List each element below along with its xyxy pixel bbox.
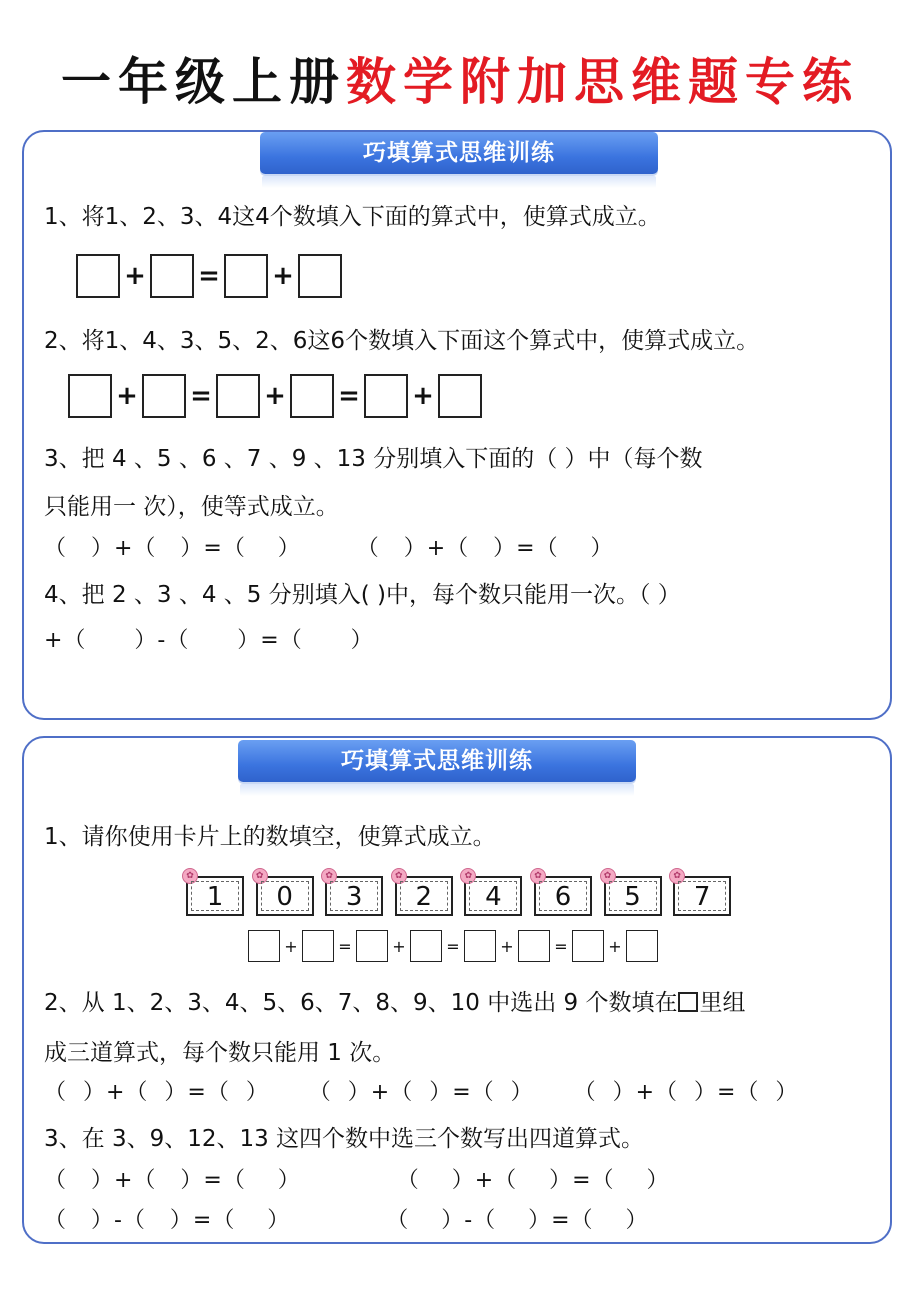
answer-box[interactable] [410,930,442,962]
operator-symbol: = [190,381,212,411]
answer-box[interactable] [302,930,334,962]
card-number: 2 [400,881,448,911]
answer-box[interactable] [572,930,604,962]
operator-symbol: = [446,936,460,956]
number-card[interactable] [603,871,662,916]
answer-box[interactable] [626,930,658,962]
question-4-line-2[interactable]: +（ ）-（ ）=（ ） [44,628,374,653]
operator-symbol: + [412,381,434,411]
number-card[interactable] [395,871,453,916]
operator-symbol: + [124,261,146,291]
question-2-line-1b: 里组 [699,990,746,1016]
card-number: 4 [469,881,517,911]
operator-symbol: + [392,936,406,956]
question-3-row-1[interactable]: （ ）+（ ）=（ ） （ ）+（ ）=（ ） [44,1168,670,1193]
question-2-equation [68,374,482,418]
card-number: 7 [678,881,726,911]
number-card[interactable] [255,871,314,916]
answer-box[interactable] [298,254,342,298]
operator-symbol: = [554,936,568,956]
question-4-line-1: 4、把 2 、3 、4 、5 分别填入( )中，每个数只能用一次。（ ） [44,582,681,608]
banner-reflection [262,176,656,188]
pin-icon: ✿ [252,868,268,884]
question-2-blanks[interactable]: （ ）+（ ）=（ ） （ ）+（ ）=（ ） （ ）+（ ）=（ ） [44,1080,799,1105]
answer-box[interactable] [68,374,112,418]
answer-box[interactable] [290,374,334,418]
answer-box[interactable] [150,254,194,298]
number-card[interactable] [534,871,592,916]
card-number: 5 [609,881,657,911]
section-banner: 巧填算式思维训练 [238,740,636,782]
operator-symbol: + [284,936,298,956]
exercise-panel-2 [22,736,892,1244]
answer-box[interactable] [142,374,186,418]
number-card[interactable] [325,871,383,916]
answer-box[interactable] [76,254,120,298]
answer-box[interactable] [518,930,550,962]
answer-box[interactable] [438,374,482,418]
pin-icon: ✿ [600,868,616,884]
operator-symbol: = [338,936,352,956]
number-cards [186,871,743,916]
number-card[interactable] [464,871,522,916]
question-3-line-1: 3、把 4 、5 、6 、7 、9 、13 分别填入下面的（ ）中（每个数 [44,446,703,472]
question-1-equation [248,930,658,962]
banner-reflection [240,784,634,796]
card-number: 1 [191,881,239,911]
card-number: 0 [261,881,309,911]
question-3-text: 3、在 3、9、12、13 这四个数中选三个数写出四道算式。 [44,1126,645,1152]
card-number: 6 [539,881,587,911]
operator-symbol: = [338,381,360,411]
operator-symbol: = [198,261,220,291]
question-2-line-1 [44,988,878,1018]
operator-symbol: + [272,261,294,291]
pin-icon: ✿ [321,868,337,884]
square-symbol [678,992,698,1012]
question-2-line-1a: 2、从 1、2、3、4、5、6、7、8、9、10 中选出 9 个数填在 [44,990,678,1016]
answer-box[interactable] [216,374,260,418]
operator-symbol: + [500,936,514,956]
page-title-black: 一年级上册 [61,52,346,111]
question-1-text: 1、请你使用卡片上的数填空，使算式成立。 [44,824,496,850]
answer-box[interactable] [356,930,388,962]
number-card[interactable] [673,871,731,916]
answer-box[interactable] [248,930,280,962]
pin-icon: ✿ [530,868,546,884]
pin-icon: ✿ [669,868,685,884]
question-3-row-2[interactable]: （ ）-（ ）=（ ） （ ）-（ ）=（ ） [44,1208,649,1233]
operator-symbol: + [264,381,286,411]
pin-icon: ✿ [391,868,407,884]
operator-symbol: + [608,936,622,956]
page-title-red: 数学附加思维题专练 [346,52,859,111]
question-1-equation [76,254,342,298]
answer-box[interactable] [464,930,496,962]
question-2-line-2: 成三道算式，每个数只能用 1 次。 [44,1040,396,1066]
page-title [0,50,920,114]
exercise-panel-1 [22,130,892,720]
operator-symbol: + [116,381,138,411]
question-3-blanks[interactable]: （ ）+（ ）=（ ） （ ）+（ ）=（ ） [44,536,614,561]
section-banner: 巧填算式思维训练 [260,132,658,174]
answer-box[interactable] [224,254,268,298]
number-card[interactable] [186,871,244,916]
question-1-text: 1、将1、2、3、4这4个数填入下面的算式中，使算式成立。 [44,204,661,230]
question-2-text: 2、将1、4、3、5、2、6这6个数填入下面这个算式中，使算式成立。 [44,328,760,354]
card-number: 3 [330,881,378,911]
answer-box[interactable] [364,374,408,418]
pin-icon: ✿ [182,868,198,884]
question-3-line-2: 只能用一 次），使等式成立。 [44,494,339,520]
pin-icon: ✿ [460,868,476,884]
